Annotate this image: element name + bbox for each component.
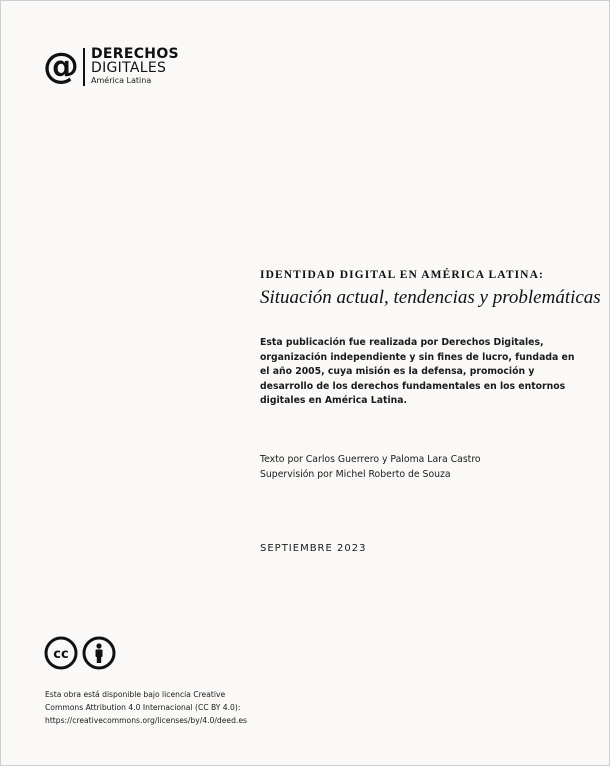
cc-label: cc xyxy=(53,647,69,662)
logo-line-region: América Latina xyxy=(91,76,152,85)
publication-description: Esta publicación fue realizada por Derechos Digitales, organización independiente y sin fines de lucro, fundada en el año 2005, cuya misión es la defensa, promoción y desarrollo de los derechos fundamentales en los entornos digitales en América Latina. xyxy=(260,337,575,406)
license-line-1: Esta obra está disponible bajo licencia Creative xyxy=(45,690,226,699)
license-url[interactable]: https://creativecommons.org/licenses/by/4.0/deed.es xyxy=(45,716,247,725)
at-symbol-icon: @ xyxy=(43,45,79,87)
license-icons xyxy=(44,636,116,670)
attribution-icon xyxy=(82,636,116,670)
creative-commons-icon xyxy=(44,636,78,670)
logo-wordmark xyxy=(91,47,179,86)
logo-divider xyxy=(83,48,85,86)
logo-line-digitales: DIGITALES xyxy=(91,60,167,76)
document-subtitle: Situación actual, tendencias y problemáticas xyxy=(260,287,601,308)
document-kicker-title: IDENTIDAD DIGITAL EN AMÉRICA LATINA: xyxy=(260,269,544,281)
logo-line-derechos: DERECHOS xyxy=(91,46,179,62)
derechos-digitales-logo xyxy=(43,47,179,86)
license-line-2: Commons Attribution 4.0 Internacional (CC BY 4.0): xyxy=(45,703,241,712)
text-by-credit: Texto por Carlos Guerrero y Paloma Lara Castro xyxy=(260,454,481,465)
credits-block xyxy=(260,453,481,482)
publication-date: SEPTIEMBRE 2023 xyxy=(260,543,367,554)
license-text xyxy=(45,688,265,727)
supervision-credit: Supervisión por Michel Roberto de Souza xyxy=(260,468,451,480)
